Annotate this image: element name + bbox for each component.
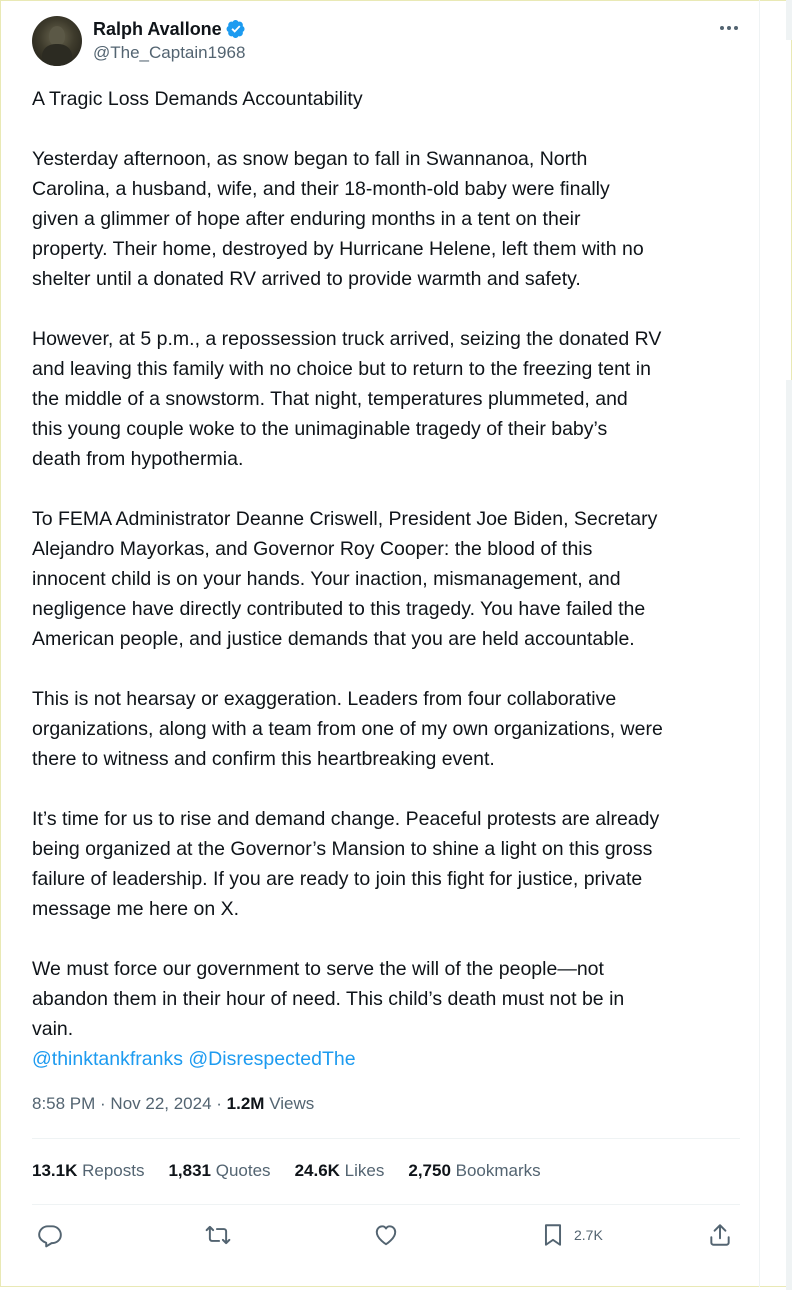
- tweet-line: To FEMA Administrator Deanne Criswell, President Joe Biden, Secretary: [32, 508, 658, 530]
- tweet-line: death from hypothermia.: [32, 448, 244, 470]
- tweet-line: innocent child is on your hands. Your inaction, mismanagement, and: [32, 568, 621, 590]
- quotes-stat[interactable]: [168, 1161, 270, 1181]
- paragraph-gap: [32, 474, 744, 504]
- reposts-count: 13.1K: [32, 1161, 78, 1180]
- tweet-line: negligence have directly contributed to this tragedy. You have failed the: [32, 598, 646, 620]
- tweet-line: being organized at the Governor’s Mansion to shine a light on this gross: [32, 838, 653, 860]
- tweet-line: there to witness and confirm this heartbreaking event.: [32, 748, 495, 770]
- likes-label: Likes: [339, 1161, 385, 1180]
- tweet-time[interactable]: 8:58 PM: [32, 1094, 96, 1113]
- mention-link[interactable]: @thinktankfranks: [32, 1048, 183, 1070]
- author-display-name[interactable]: Ralph Avallone: [93, 18, 222, 39]
- reposts-label: Reposts: [77, 1161, 145, 1180]
- tweet-line: However, at 5 p.m., a repossession truck arrived, seizing the donated RV: [32, 328, 662, 350]
- paragraph-gap: [32, 114, 744, 144]
- engagement-stats: [32, 1161, 565, 1181]
- heart-icon: [373, 1222, 399, 1248]
- tweet-line: given a glimmer of hope after enduring months in a tent on their: [32, 208, 581, 230]
- column-divider: [759, 0, 760, 1287]
- tweet-line: the middle of a snowstorm. That night, temperatures plummeted, and: [32, 388, 628, 410]
- author-handle[interactable]: @The_Captain1968: [93, 43, 246, 62]
- tweet-body: [32, 84, 744, 1074]
- tweet-line: It’s time for us to rise and demand change. Peaceful protests are already: [32, 808, 660, 830]
- tweet-line: Alejandro Mayorkas, and Governor Roy Cooper: the blood of this: [32, 538, 593, 560]
- tweet-headline: A Tragic Loss Demands Accountability: [32, 88, 363, 110]
- tweet-line: and leaving this family with no choice but to return to the freezing tent in: [32, 358, 651, 380]
- tweet-meta: [32, 1094, 314, 1114]
- quotes-count: 1,831: [168, 1161, 212, 1180]
- bookmark-button[interactable]: [540, 1218, 603, 1252]
- tweet-line: This is not hearsay or exaggeration. Leaders from four collaborative: [32, 688, 617, 710]
- paragraph-gap: [32, 294, 744, 324]
- verified-badge-icon: [226, 19, 246, 39]
- tweet-line: Yesterday afternoon, as snow began to fall in Swannanoa, North: [32, 148, 588, 170]
- share-button[interactable]: [707, 1218, 733, 1252]
- more-dots-icon: [719, 25, 739, 31]
- action-bar: [32, 1218, 740, 1252]
- divider: [32, 1204, 740, 1205]
- tweet-line: property. Their home, destroyed by Hurricane Helene, left them with no: [32, 238, 644, 260]
- bookmark-count: 2.7K: [574, 1227, 603, 1243]
- reply-icon: [37, 1222, 63, 1248]
- mention-link[interactable]: @DisrespectedThe: [188, 1048, 356, 1070]
- paragraph-gap: [32, 924, 744, 954]
- paragraph-gap: [32, 774, 744, 804]
- tweet-line: We must force our government to serve the will of the people—not: [32, 958, 604, 980]
- side-panel-edge: [786, 380, 792, 1290]
- author-name-row[interactable]: [93, 17, 246, 41]
- more-options-button[interactable]: [716, 16, 742, 40]
- tweet-line: message me here on X.: [32, 898, 240, 920]
- tweet-line: American people, and justice demands that you are held accountable.: [32, 628, 635, 650]
- avatar-face: [49, 26, 65, 46]
- meta-separator: ·: [211, 1094, 227, 1113]
- bookmarks-label: Bookmarks: [450, 1161, 541, 1180]
- reposts-stat[interactable]: [32, 1161, 144, 1181]
- bookmark-icon: [540, 1221, 566, 1249]
- tweet-line: abandon them in their hour of need. This child’s death must not be in: [32, 988, 625, 1010]
- tweet-date[interactable]: Nov 22, 2024: [110, 1094, 212, 1113]
- tweet-line: this young couple woke to the unimaginable tragedy of their baby’s: [32, 418, 608, 440]
- mentions-line: [32, 1044, 744, 1074]
- avatar[interactable]: [32, 16, 82, 66]
- like-button[interactable]: [373, 1218, 399, 1252]
- divider: [32, 1138, 740, 1139]
- tweet-line: vain.: [32, 1018, 74, 1040]
- likes-count: 24.6K: [294, 1161, 340, 1180]
- meta-separator: ·: [95, 1094, 111, 1113]
- likes-stat[interactable]: [295, 1161, 385, 1181]
- share-icon: [707, 1222, 733, 1248]
- repost-icon: [204, 1222, 232, 1248]
- bookmarks-count: 2,750: [408, 1161, 451, 1180]
- quotes-label: Quotes: [211, 1161, 271, 1180]
- tweet-line: shelter until a donated RV arrived to provide warmth and safety.: [32, 268, 581, 290]
- repost-button[interactable]: [204, 1218, 232, 1252]
- avatar-body: [42, 44, 72, 66]
- bookmarks-stat[interactable]: [408, 1161, 540, 1181]
- paragraph-gap: [32, 654, 744, 684]
- tweet-line: Carolina, a husband, wife, and their 18-month-old baby were finally: [32, 178, 610, 200]
- side-panel-edge: [786, 0, 792, 40]
- views-label: Views: [264, 1094, 315, 1113]
- reply-button[interactable]: [37, 1218, 63, 1252]
- tweet-line: organizations, along with a team from one of my own organizations, were: [32, 718, 663, 740]
- tweet-line: failure of leadership. If you are ready to join this fight for justice, private: [32, 868, 643, 890]
- views-count: 1.2M: [226, 1094, 265, 1113]
